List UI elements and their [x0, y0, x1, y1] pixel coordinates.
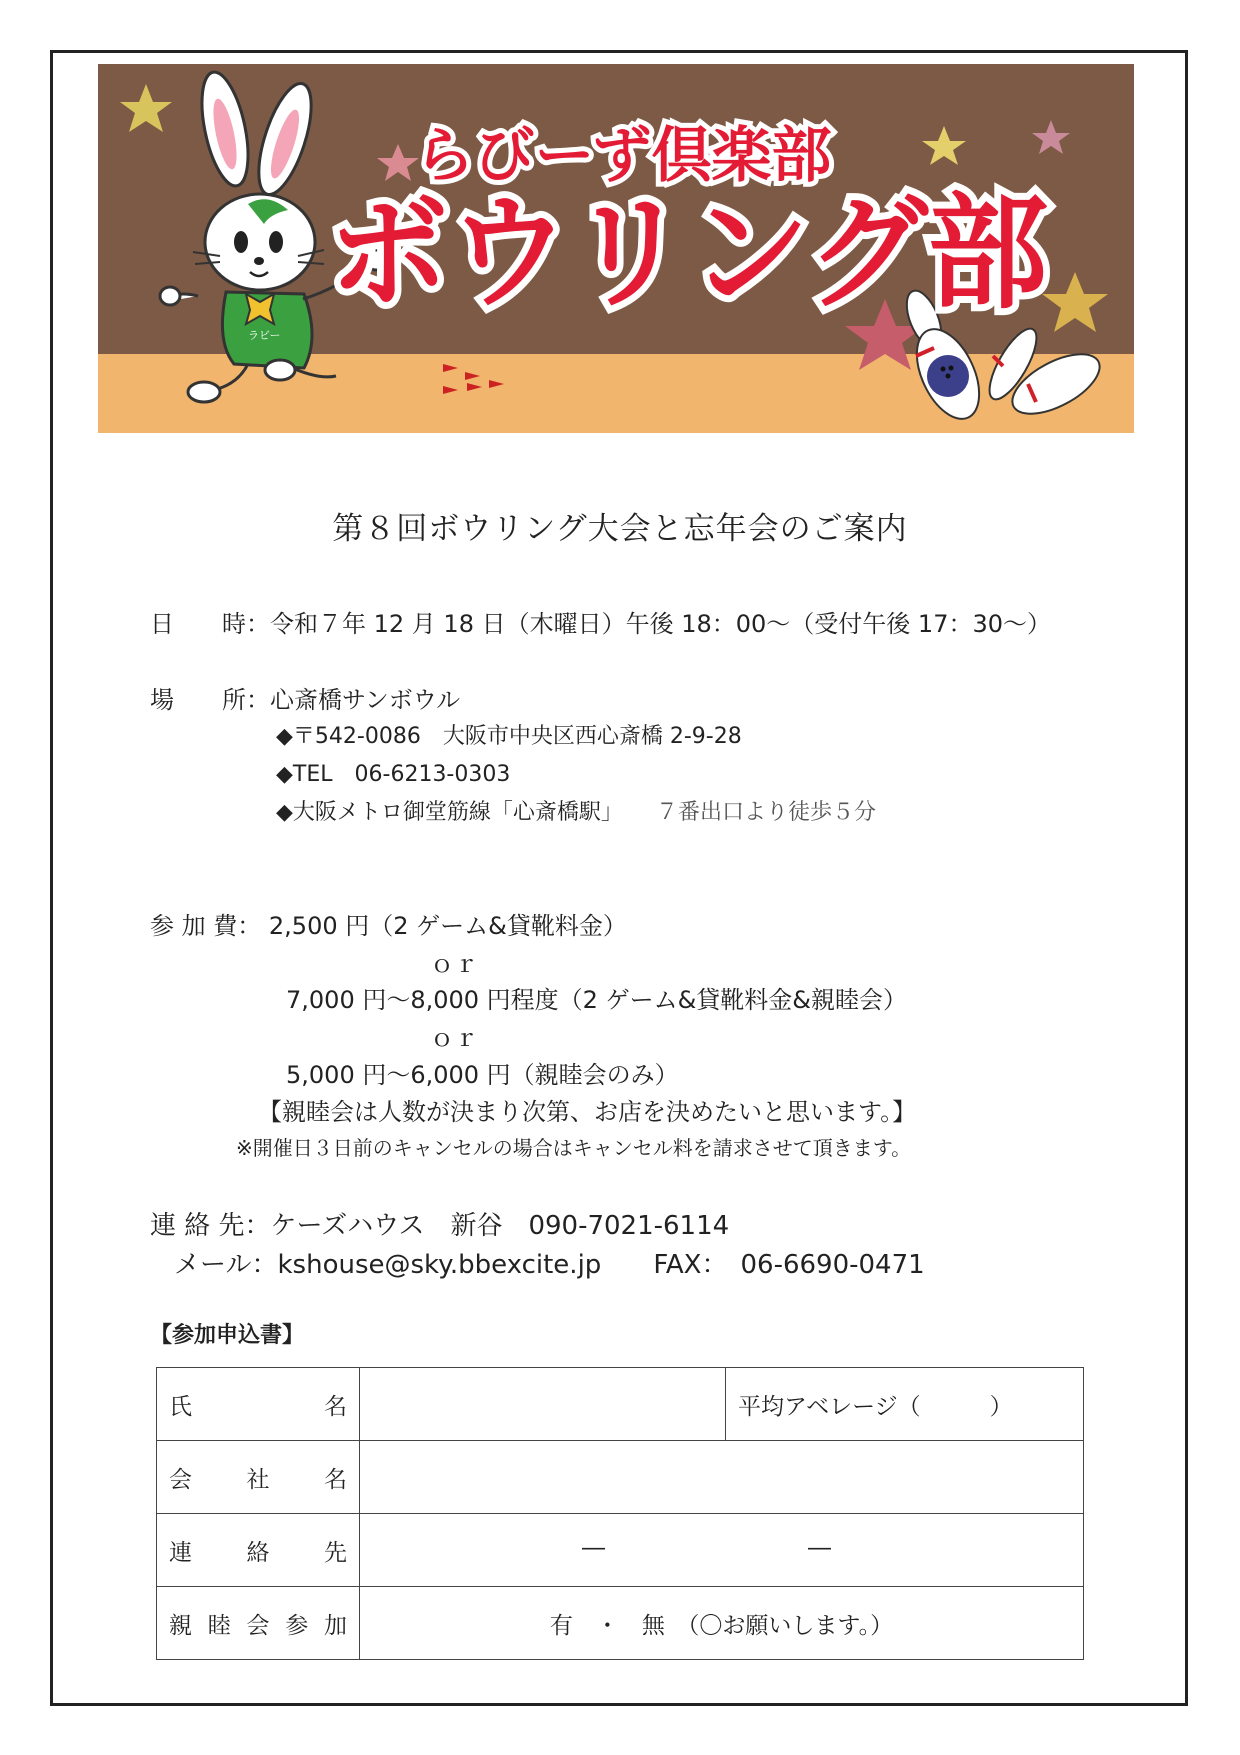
company-label: 会 社 名	[157, 1441, 360, 1514]
mail-address: kshouse@sky.bbexcite.jp	[277, 1250, 602, 1280]
fee-option-1: 2,500 円（2 ゲーム&貸靴料金）	[268, 912, 627, 940]
page-title: 第８回ボウリング大会と忘年会のご案内	[332, 511, 908, 547]
form-row-party	[157, 1587, 1084, 1660]
name-label: 氏 名	[157, 1368, 360, 1441]
form-row-contact	[157, 1514, 1084, 1587]
contact-field[interactable]	[360, 1514, 1084, 1587]
banner	[98, 64, 1134, 433]
fee-option-3: 5,000 円～6,000 円（親睦会のみ）	[286, 1061, 679, 1089]
party-attendance-choice[interactable]: 有 ・ 無 （〇お願いします。）	[360, 1587, 1084, 1660]
company-field[interactable]	[360, 1441, 1084, 1514]
banner-department: ボウリング部	[328, 182, 1048, 326]
fax-number: FAX： 06-6690-0471	[653, 1250, 925, 1280]
form-heading: 【参加申込書】	[150, 1323, 305, 1348]
venue-access-walk: ７番出口より徒歩５分	[655, 800, 876, 825]
venue-name: 心斎橋サンボウル	[270, 686, 461, 714]
venue-address: ◆〒542-0086 大阪市中央区西心斎橋 2-9-28	[276, 724, 742, 749]
datetime-row	[150, 604, 1051, 639]
form-row-company	[157, 1441, 1084, 1514]
phone-dash-2: ―	[808, 1535, 831, 1561]
fee-option-2: 7,000 円～8,000 円程度（2 ゲーム&貸靴料金&親睦会）	[286, 986, 907, 1014]
contact-label: 連 絡 先：	[150, 1211, 271, 1241]
datetime-value: 令和７年 12 月 18 日（木曜日）午後 18：00～（受付午後 17：30～）	[270, 610, 1052, 638]
contact-value: ケーズハウス 新谷 090-7021-6114	[270, 1211, 730, 1241]
venue-row	[150, 680, 460, 715]
mascot-label: ラビー	[248, 329, 281, 342]
contact-field-label: 連 絡 先	[157, 1514, 360, 1587]
fee-or-1: ｏｒ	[430, 950, 478, 978]
venue-access	[276, 795, 876, 826]
name-field[interactable]	[360, 1368, 726, 1441]
average-field[interactable]: 平均アベレージ（ ）	[726, 1368, 1084, 1441]
fee-or-2: ｏｒ	[430, 1024, 478, 1052]
banner-club-name: らびーず倶楽部	[414, 121, 832, 191]
form-row-name	[157, 1368, 1084, 1441]
datetime-label: 日 時：	[150, 610, 270, 638]
mail-row	[174, 1244, 925, 1281]
party-label: 親 睦 会 参 加	[157, 1587, 360, 1660]
phone-dash-1: ―	[582, 1535, 605, 1561]
mail-label: メール：	[174, 1250, 278, 1280]
application-form	[156, 1367, 1084, 1660]
venue-label: 場 所：	[150, 686, 270, 714]
fee-row	[150, 906, 627, 941]
contact-row	[150, 1205, 729, 1242]
fee-note: 【親睦会は人数が決まり次第、お店を決めたいと思います。】	[258, 1098, 917, 1126]
cancel-note: ※開催日３日前のキャンセルの場合はキャンセル料を請求させて頂きます。	[236, 1136, 912, 1160]
venue-tel: ◆TEL 06-6213-0303	[276, 762, 511, 787]
fee-label: 参 加 費：	[150, 912, 262, 940]
venue-access-line: ◆大阪メトロ御堂筋線「心斎橋駅」	[276, 800, 612, 825]
